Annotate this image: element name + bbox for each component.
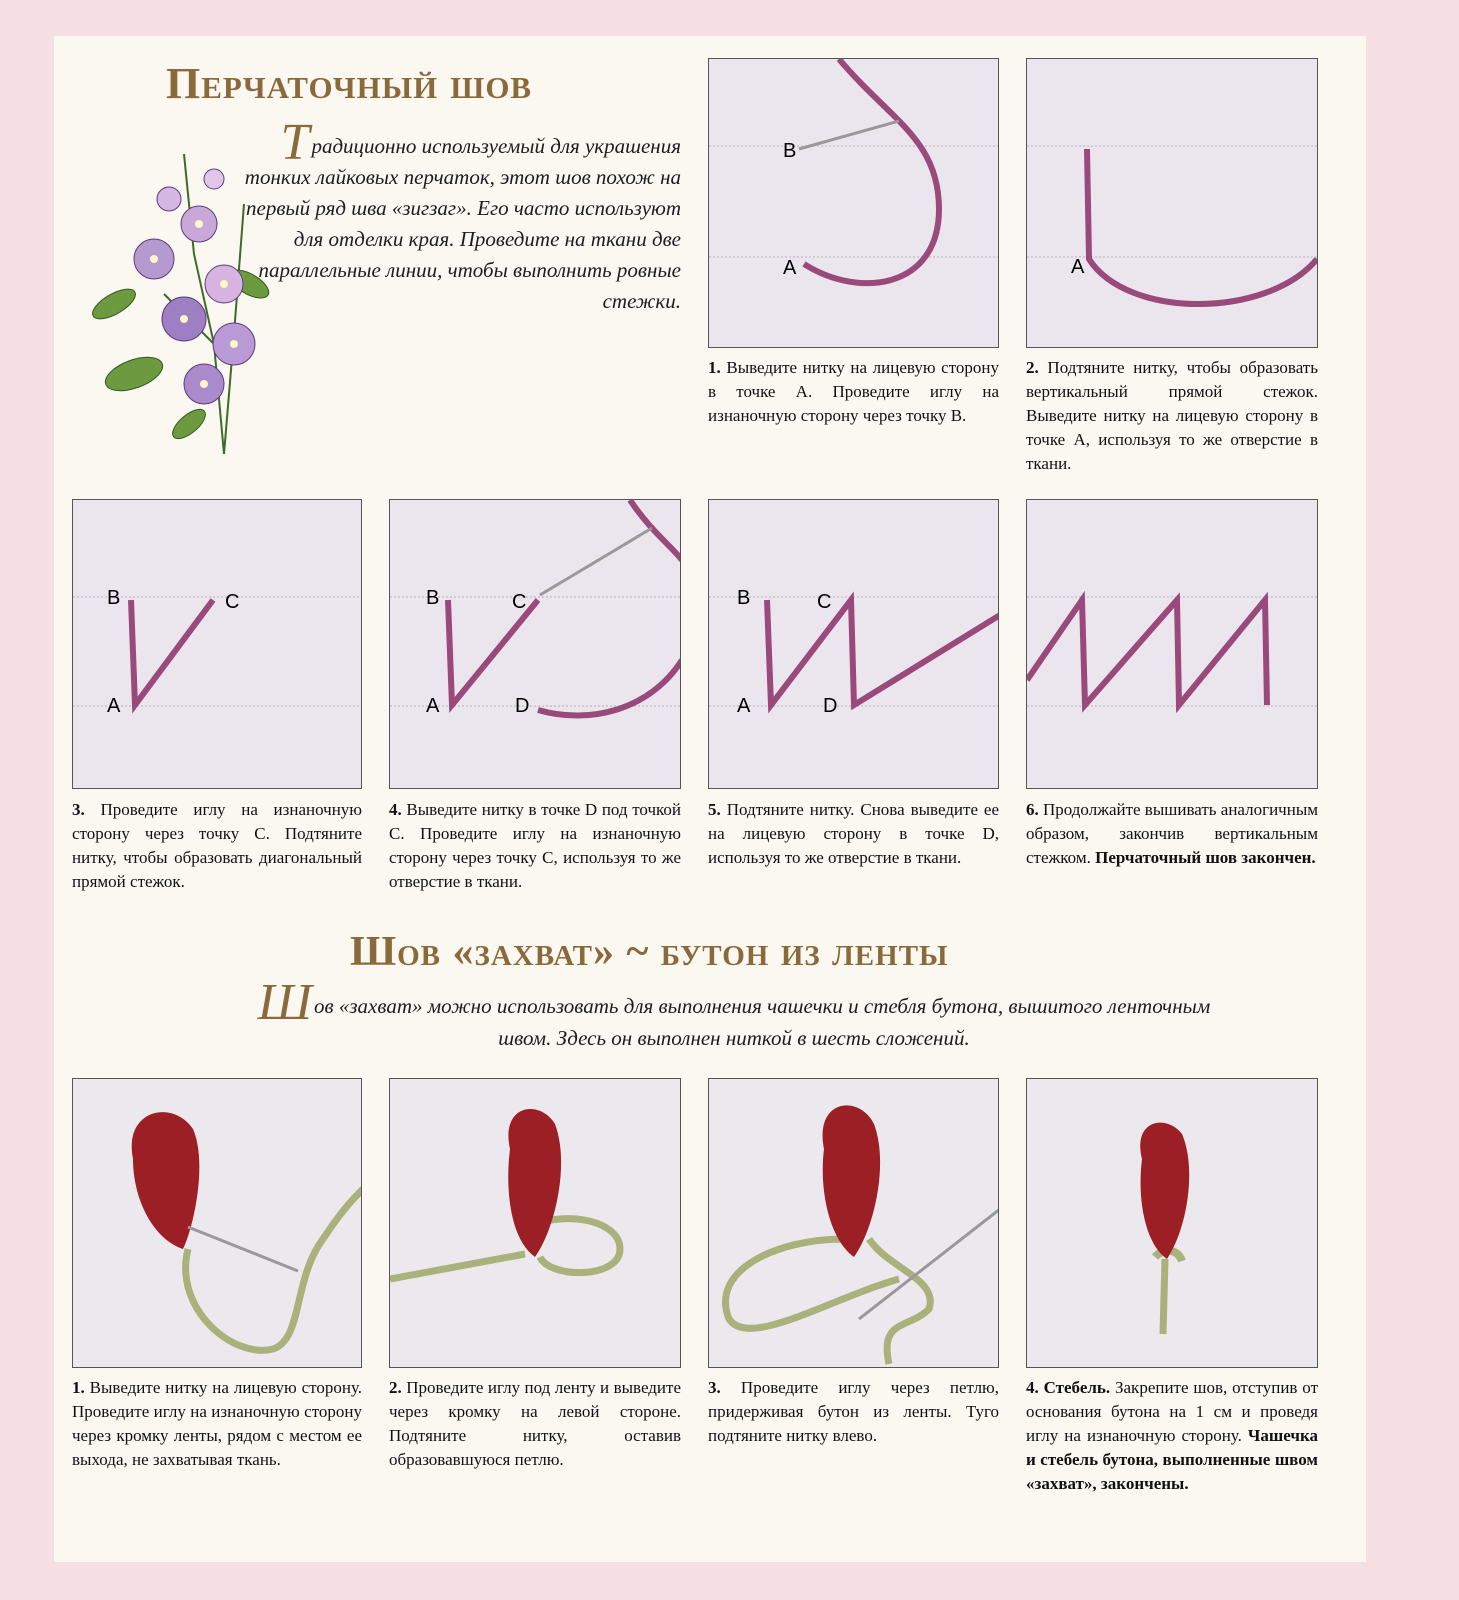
section1-dropcap: Т [280,114,310,171]
svg-text:B: B [107,587,121,609]
section1-title: Перчаточный шов [166,59,533,108]
svg-text:C: C [817,591,832,613]
section1-intro-text: радиционно используемый для украшения тонких лайковых перчаток, этот шов похож на первый ряд шва «зигзаг». Его часто используют для отделки края. Проведите на ткани две параллельные линии, чтобы выполнить ровные стежки. [244,134,681,313]
s1-step1-caption [708,356,999,428]
s2-step4-caption: 4. Стебель. Закрепите шов, отступив от основания бутона на 1 см и проведя иглу на изнаночную сторону. Чашечка и стебель бутона, выполненные швом «захват», закончены. [1026,1378,1319,1493]
section2-intro [254,974,1214,1054]
s2-step3-caption: 3. Проведите иглу через петлю, придерживая бутон из ленты. Туго подтяните нитку влево. [708,1378,999,1445]
section2-title: Шов «захват» ~ бутон из ленты [350,929,949,975]
s2-step1-caption: 1. Выведите нитку на лицевую сторону. Проведите иглу на изнаночную сторону через кромку ленты, рядом с местом ее выхода, не захватывая ткань. [72,1378,362,1469]
label-A: A [1071,256,1085,278]
step3-photo [72,499,362,789]
s1-step1-num: 1. [708,358,721,377]
section2-dropcap: Ш [257,974,312,1031]
svg-text:C: C [225,591,240,613]
label-A: A [783,257,797,279]
page [54,36,1366,1562]
s1-step2-text: Подтяните нитку, чтобы образовать вертикальный прямой стежок. Выведите нитку на лицевую сторону в точке А, используя то же отверстие в ткани. [1026,358,1318,473]
svg-text:C: C [512,591,527,613]
svg-text:A: A [107,695,121,717]
bud-step1-photo [72,1078,362,1368]
svg-text:A: A [737,695,751,717]
step5-photo [708,499,999,789]
step2-photo [1026,58,1318,348]
svg-text:D: D [515,695,530,717]
step6-photo [1026,499,1318,789]
svg-text:B: B [737,587,751,609]
s1-step5-caption: 5. Подтяните нитку. Снова выведите ее на лицевую сторону в точке D, используя то же отверстие в ткани. [708,800,1000,867]
section1-intro [229,114,681,317]
s1-step6-caption: 6. Продолжайте вышивать аналогичным образом, закончив вертикальным стежком. Перчаточный шов закончен. [1026,800,1319,867]
bud-step2-photo [389,1078,681,1368]
s1-step2-caption [1026,356,1318,476]
label-B: B [783,140,797,162]
bud-step4-photo [1026,1078,1318,1368]
step4-photo [389,499,681,789]
s1-step3-caption: 3. Проведите иглу на изнаночную сторону через точку С. Подтяните нитку, чтобы образовать диагональный прямой стежок. [72,800,363,891]
s1-step1-text: Выведите нитку на лицевую сторону в точке А. Проведите иглу на изнаночную сторону через точку В. [708,358,999,425]
section2-intro-text: ов «захват» можно использовать для выполнения чашечки и стебля бутона, вышитого ленточным швом. Здесь он выполнен ниткой в шесть сложений. [314,994,1211,1050]
s1-step2-num: 2. [1026,358,1039,377]
svg-text:D: D [823,695,838,717]
svg-text:B: B [426,587,440,609]
step1-photo [708,58,999,348]
s1-step4-caption: 4. Выведите нитку в точке D под точкой С. Проведите иглу на изнаночную сторону через точку С, используя то же отверстие в ткани. [389,800,681,891]
s2-step2-caption: 2. Проведите иглу под ленту и выведите через кромку на левой стороне. Подтяните нитку, оставив образовавшуюся петлю. [389,1378,681,1469]
svg-text:A: A [426,695,440,717]
bud-step3-photo [708,1078,999,1368]
